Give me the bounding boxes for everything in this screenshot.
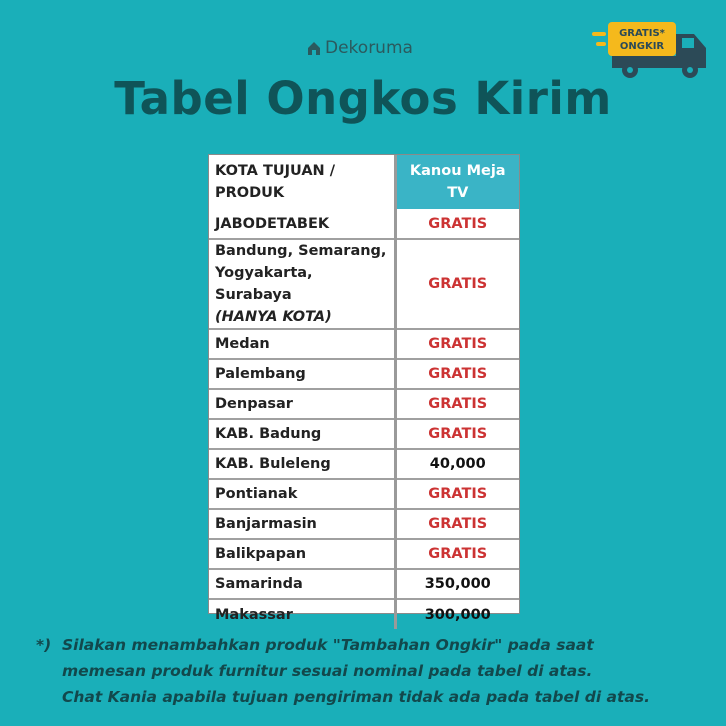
destination-label: Pontianak xyxy=(215,486,298,502)
destination-cell xyxy=(209,209,395,239)
price-cell: 300,000 xyxy=(424,606,491,623)
table-row xyxy=(209,479,519,509)
price-cell: GRATIS xyxy=(395,389,519,419)
table-header-row xyxy=(209,155,519,209)
page-title: Tabel Ongkos Kirim xyxy=(114,72,612,125)
footnote-line: Chat Kania apabila tujuan pengiriman tidak ada pada tabel di atas. xyxy=(62,688,651,706)
price-cell: GRATIS xyxy=(395,539,519,569)
destination-cell xyxy=(209,539,395,569)
column-header-destination: KOTA TUJUAN / PRODUK xyxy=(209,155,395,209)
table-row xyxy=(209,239,519,329)
destination-cell xyxy=(209,569,395,599)
price-cell: GRATIS xyxy=(395,239,519,329)
price-cell: GRATIS xyxy=(395,329,519,359)
destination-cell xyxy=(209,359,395,389)
price-cell: 40,000 xyxy=(395,449,519,479)
price-cell: GRATIS xyxy=(395,359,519,389)
table-row xyxy=(209,449,519,479)
destination-cell xyxy=(209,479,395,509)
destination-label: Medan xyxy=(215,336,270,352)
destination-label: Samarinda xyxy=(215,576,303,592)
destination-label: Denpasar xyxy=(215,396,293,412)
promo-line1: GRATIS* xyxy=(619,28,665,39)
price-cell: GRATIS xyxy=(395,419,519,449)
column-header-product: Kanou Meja TV xyxy=(395,155,519,209)
destination-label: Bandung, Semarang, Yogyakarta, Surabaya xyxy=(215,243,387,303)
destination-label: KAB. Buleleng xyxy=(215,456,331,472)
promo-line2: ONGKIR xyxy=(619,41,665,52)
destination-label: Balikpapan xyxy=(215,546,307,562)
shipping-table xyxy=(208,154,520,623)
destination-label: Banjarmasin xyxy=(215,516,317,532)
destination-cell xyxy=(209,389,395,419)
footnote-line: Silakan menambahkan produk "Tambahan Ongkir" pada saat xyxy=(62,636,594,654)
table-row xyxy=(209,419,519,449)
price-cell: GRATIS xyxy=(395,209,519,239)
destination-cell xyxy=(209,509,395,539)
brand-name: Dekoruma xyxy=(325,38,413,58)
table-row xyxy=(209,389,519,419)
table-row xyxy=(209,539,519,569)
price-cell: GRATIS xyxy=(395,509,519,539)
footnote xyxy=(36,632,716,710)
price-cell: GRATIS xyxy=(395,479,519,509)
destination-cell xyxy=(209,329,395,359)
destination-cell xyxy=(209,419,395,449)
table-row xyxy=(209,569,519,599)
free-shipping-truck-icon xyxy=(592,18,708,80)
footnote-marker: *) xyxy=(36,636,52,654)
destination-label: JABODETABEK xyxy=(215,215,330,232)
price-cell: 350,000 xyxy=(395,569,519,599)
destination-cell xyxy=(209,599,395,629)
table-row xyxy=(209,329,519,359)
table-row xyxy=(209,359,519,389)
table-row xyxy=(209,599,519,629)
brand-logo xyxy=(306,38,413,58)
table-row xyxy=(209,509,519,539)
destination-label: Palembang xyxy=(215,366,306,382)
table-row xyxy=(209,209,519,239)
destination-cell xyxy=(209,239,395,329)
destination-cell xyxy=(209,449,395,479)
destination-label: KAB. Badung xyxy=(215,426,322,442)
footnote-line: memesan produk furnitur sesuai nominal pada tabel di atas. xyxy=(62,662,593,680)
destination-note: (HANYA KOTA) xyxy=(215,309,332,325)
table-body xyxy=(209,209,519,629)
destination-label: Makassar xyxy=(215,606,293,623)
house-icon xyxy=(306,40,322,56)
